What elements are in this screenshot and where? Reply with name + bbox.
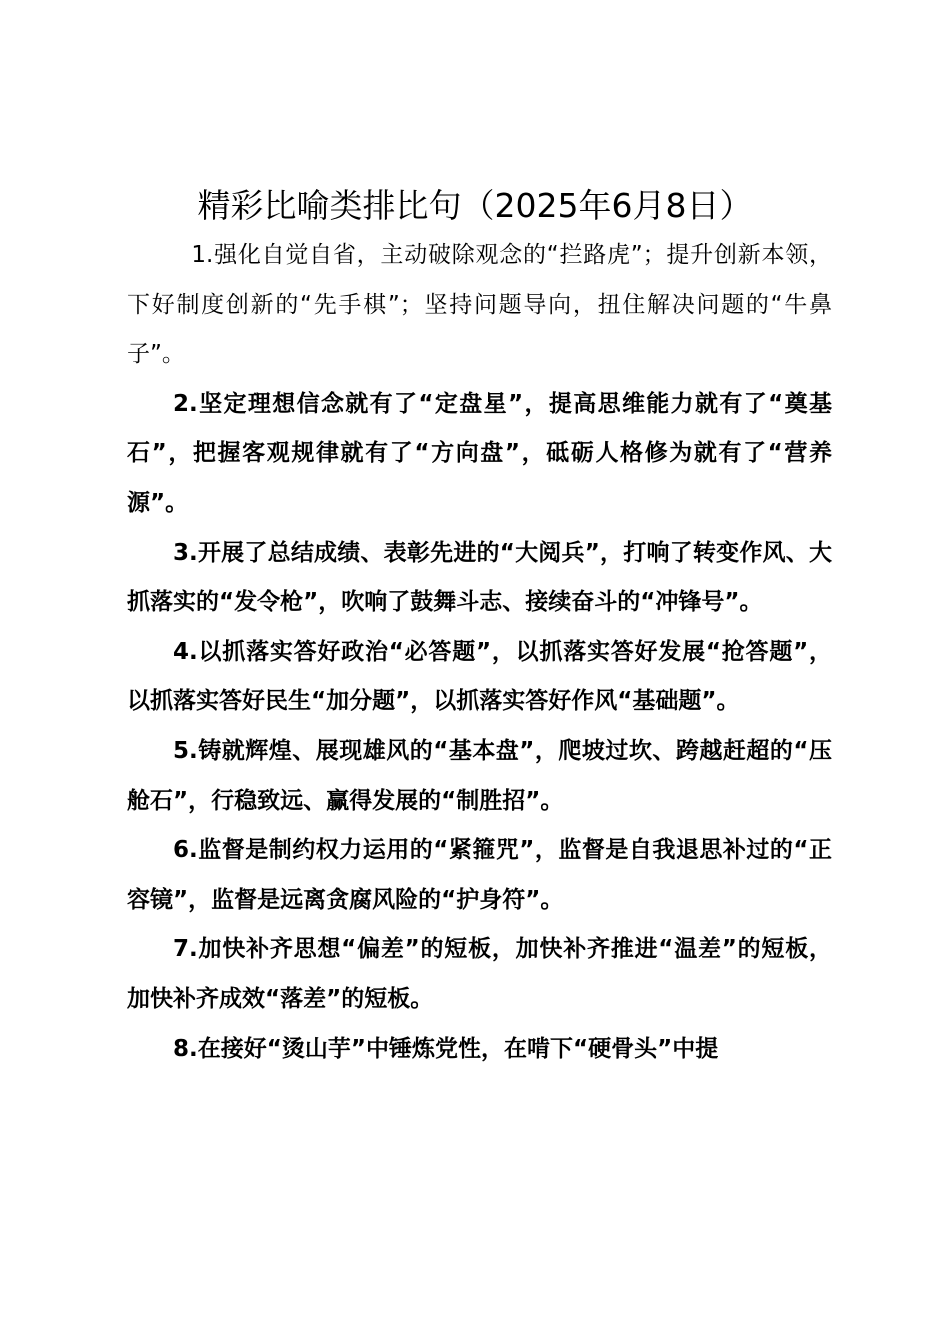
paragraph-5: 5.铸就辉煌、展现雄风的“基本盘”，爬坡过坎、跨越赶超的“压舱石”，行稳致远、赢得发展的“制胜招”。 bbox=[127, 737, 832, 814]
paragraph-1: 1.强化自觉自省，主动破除观念的“拦路虎”；提升创新本领，下好制度创新的“先手棋”；坚持问题导向，扭住解决问题的“牛鼻子”。 bbox=[127, 242, 832, 368]
paragraph-4: 4.以抓落实答好政治“必答题”，以抓落实答好发展“抢答题”，以抓落实答好民生“加分题”，以抓落实答好作风“基础题”。 bbox=[127, 638, 832, 715]
paragraph-8: 8.在接好“烫山芋”中锤炼党性，在啃下“硬骨头”中提 bbox=[173, 1035, 719, 1062]
paragraph-2: 2.坚定理想信念就有了“定盘星”，提高思维能力就有了“奠基石”，把握客观规律就有了“方向盘”，砥砺人格修为就有了“营养源”。 bbox=[127, 390, 832, 516]
document-body bbox=[127, 231, 832, 1074]
paragraph-3: 3.开展了总结成绩、表彰先进的“大阅兵”，打响了转变作风、大抓落实的“发令枪”，吹响了鼓舞斗志、接续奋斗的“冲锋号”。 bbox=[127, 539, 832, 616]
paragraph-6: 6.监督是制约权力运用的“紧箍咒”，监督是自我退思补过的“正容镜”，监督是远离贪腐风险的“护身符”。 bbox=[127, 837, 832, 913]
document-title: 精彩比喻类排比句（2025年6月8日） bbox=[197, 186, 753, 225]
paragraph-7: 7.加快补齐思想“偏差”的短板，加快补齐推进“温差”的短板，加快补齐成效“落差”的短板。 bbox=[127, 936, 832, 1012]
